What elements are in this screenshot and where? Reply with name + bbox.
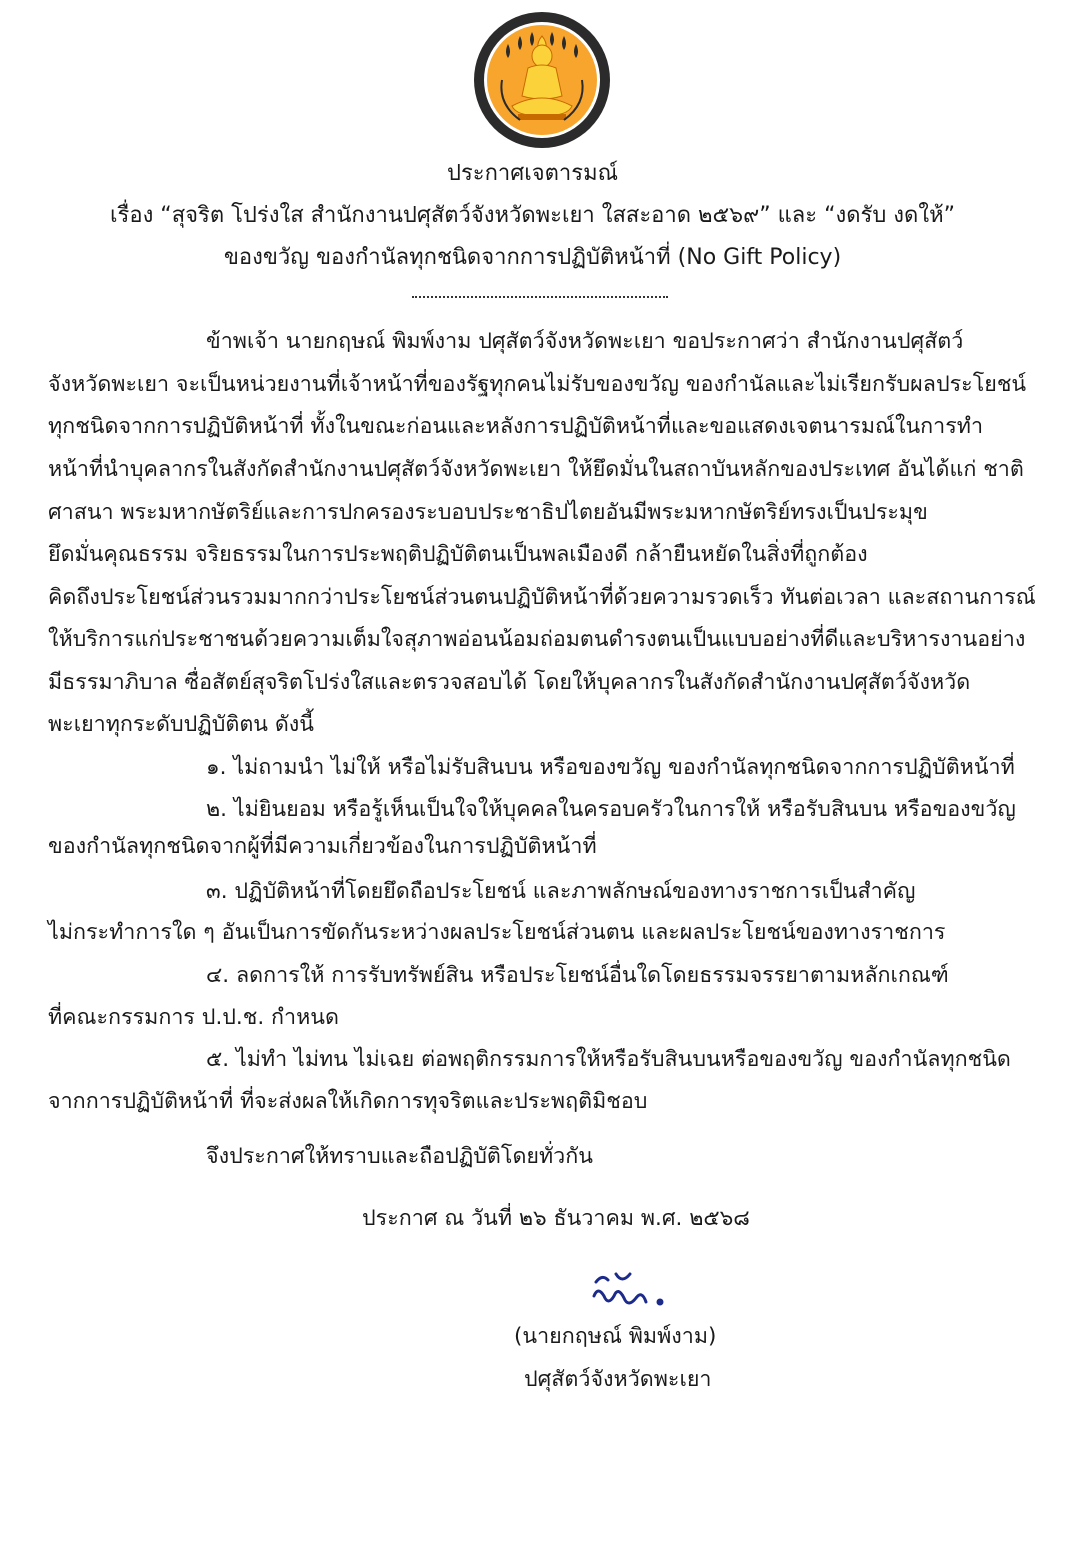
announcement-title: ประกาศเจตารมณ์ <box>446 161 618 186</box>
body-line: มีธรรมาภิบาล ซื่อสัตย์สุจริตโปร่งใสและตรวจสอบได้ โดยให้บุคลากรในสังกัดสำนักงานปศุสัตว์จังหวัด <box>48 670 971 695</box>
body-line: ข้าพเจ้า นายกฤษณ์ พิมพ์งาม ปศุสัตว์จังหวัดพะเยา ขอประกาศว่า สำนักงานปศุสัตว์ <box>206 329 964 354</box>
body-line: ยึดมั่นคุณธรรม จริยธรรมในการประพฤติปฏิบัติตนเป็นพลเมืองดี กล้ายืนหยัดในสิ่งที่ถูกต้อง <box>48 542 868 567</box>
title-divider <box>412 296 668 298</box>
announcement-subject-line-1: เรื่อง “สุจริต โปร่งใส สำนักงานปศุสัตว์จังหวัดพะเยา ใสสะอาด ๒๕๖๙” และ “งดรับ งดให้” <box>110 203 955 228</box>
body-line: หน้าที่นำบุคลากรในสังกัดสำนักงานปศุสัตว์จังหวัดพะเยา ให้ยึดมั่นในสถาบันหลักของประเทศ อันได้แก่ ชาติ <box>48 457 1024 482</box>
body-line: จังหวัดพะเยา จะเป็นหน่วยงานที่เจ้าหน้าที่ของรัฐทุกคนไม่รับของขวัญ ของกำนัลและไม่เรียกรับผลประโยชน์ <box>48 372 1027 397</box>
policy-item-4: ๔. ลดการให้ การรับทรัพย์สิน หรือประโยชน์อื่นใดโดยธรรมจรรยาตามหลักเกณฑ์ <box>206 963 949 988</box>
policy-item-1: ๑. ไม่ถามนำ ไม่ให้ หรือไม่รับสินบน หรือของขวัญ ของกำนัลทุกชนิดจากการปฏิบัติหน้าที่ <box>206 755 1015 780</box>
announcement-subject-line-2: ของขวัญ ของกำนัลทุกชนิดจากการปฏิบัติหน้าที่ (No Gift Policy) <box>223 245 842 270</box>
body-line: ศาสนา พระมหากษัตริย์และการปกครองระบอบประชาธิปไตยอันมีพระมหากษัตริย์ทรงเป็นประมุข <box>48 500 928 525</box>
policy-item-2-continued: ของกำนัลทุกชนิดจากผู้ที่มีความเกี่ยวข้องในการปฏิบัติหน้าที่ <box>48 834 597 859</box>
policy-item-5-continued: จากการปฏิบัติหน้าที่ ที่จะส่งผลให้เกิดการทุจริตและประพฤติมิชอบ <box>48 1089 648 1114</box>
policy-item-3-continued: ไม่กระทำการใด ๆ อันเป็นการขัดกันระหว่างผลประโยชน์ส่วนตน และผลประโยชน์ของทางราชการ <box>48 920 946 945</box>
department-seal-icon <box>472 10 612 150</box>
body-line: พะเยาทุกระดับปฏิบัติตน ดังนี้ <box>48 712 314 737</box>
body-line: ให้บริการแก่ประชาชนด้วยความเต็มใจสุภาพอ่อนน้อมถ่อมตนดำรงตนเป็นแบบอย่างที่ดีและบริหารงานอย่าง <box>48 627 1026 652</box>
signatory-position: ปศุสัตว์จังหวัดพะเยา <box>524 1367 712 1392</box>
announcement-date: ประกาศ ณ วันที่ ๒๖ ธันวาคม พ.ศ. ๒๕๖๘ <box>362 1206 750 1231</box>
closing-statement: จึงประกาศให้ทราบและถือปฏิบัติโดยทั่วกัน <box>206 1144 593 1169</box>
body-line: ทุกชนิดจากการปฏิบัติหน้าที่ ทั้งในขณะก่อนและหลังการปฏิบัติหน้าที่และขอแสดงเจตนารมณ์ในการทำ <box>48 414 984 439</box>
policy-item-3: ๓. ปฏิบัติหน้าที่โดยยึดถือประโยชน์ และภาพลักษณ์ของทางราชการเป็นสำคัญ <box>206 879 916 904</box>
policy-item-5: ๕. ไม่ทำ ไม่ทน ไม่เฉย ต่อพฤติกรรมการให้หรือรับสินบนหรือของขวัญ ของกำนัลทุกชนิด <box>206 1047 1011 1072</box>
signatory-name: (นายกฤษณ์ พิมพ์งาม) <box>514 1324 717 1349</box>
handwritten-signature <box>586 1262 676 1322</box>
policy-item-4-continued: ที่คณะกรรมการ ป.ป.ช. กำหนด <box>48 1005 339 1030</box>
body-line: คิดถึงประโยชน์ส่วนรวมมากกว่าประโยชน์ส่วนตนปฏิบัติหน้าที่ด้วยความรวดเร็ว ทันต่อเวลา และสถานการณ์ <box>48 585 1036 610</box>
policy-item-2: ๒. ไม่ยินยอม หรือรู้เห็นเป็นใจให้บุคคลในครอบครัวในการให้ หรือรับสินบน หรือของขวัญ <box>206 797 1016 822</box>
